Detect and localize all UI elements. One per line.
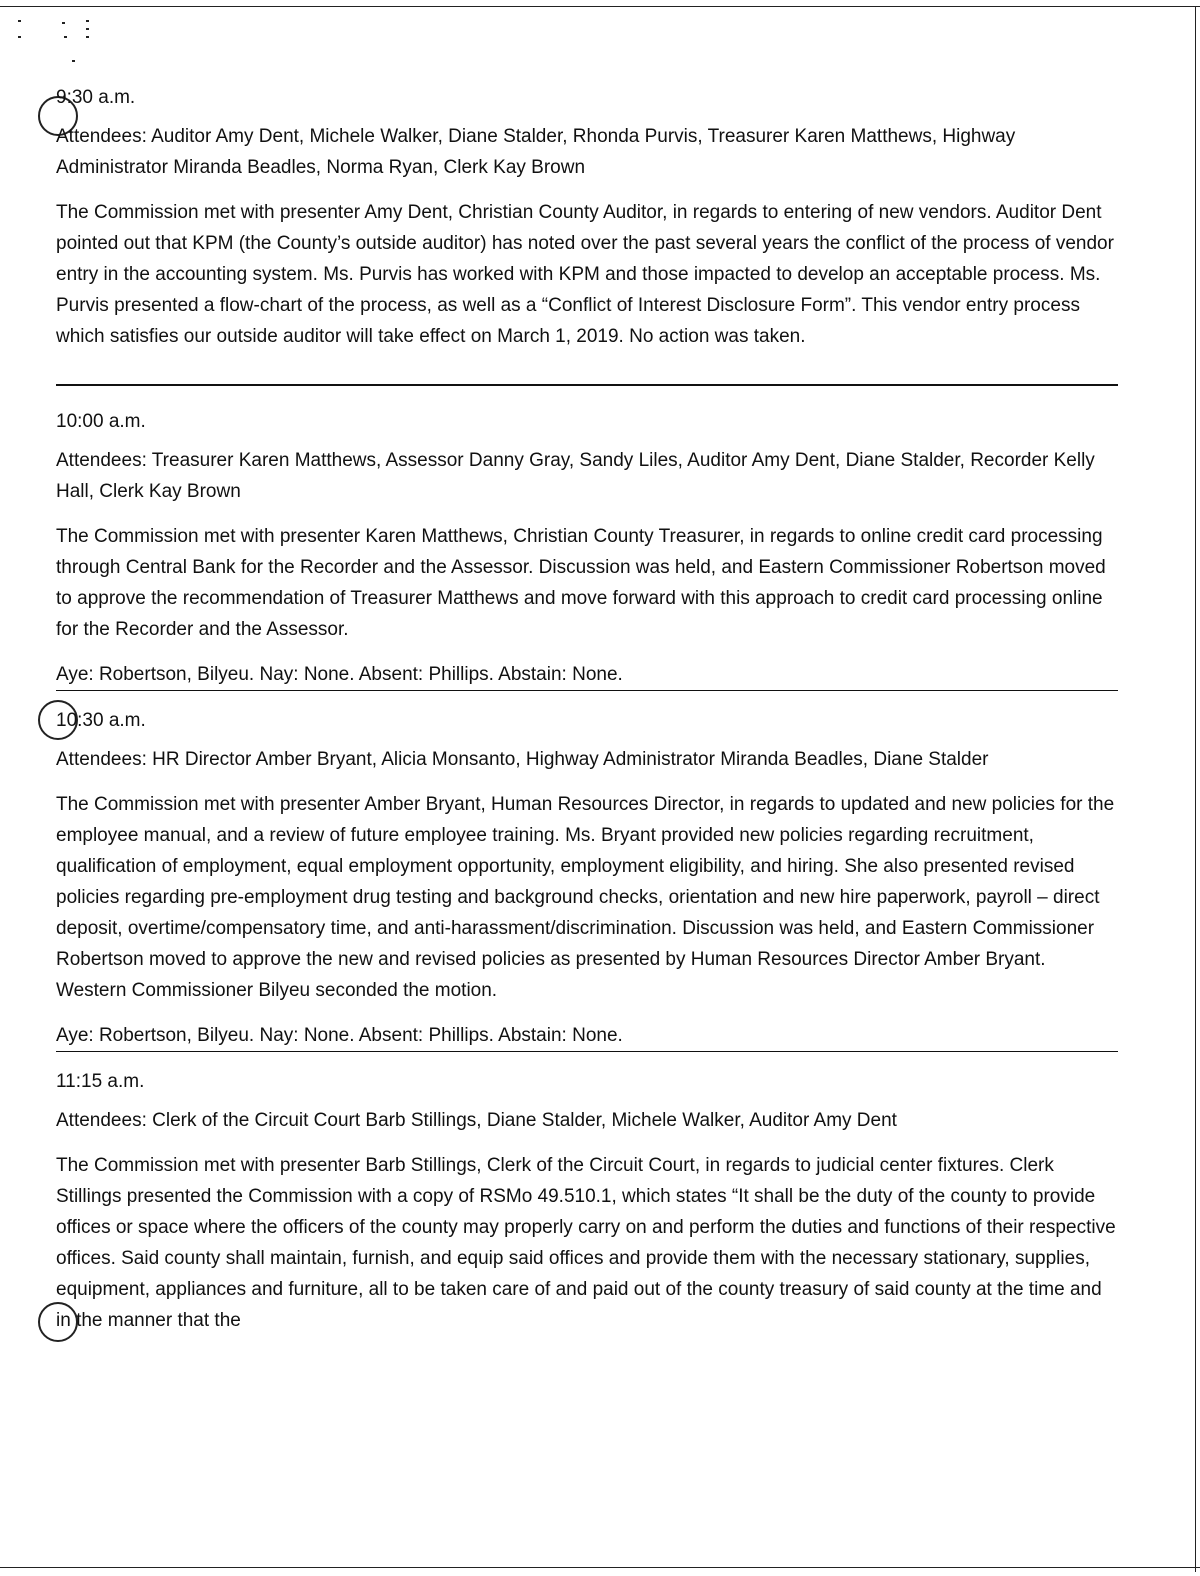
session-summary: The Commission met with presenter Karen Matthews, Christian County Treasurer, in regards to online credit card processing through Central Bank for the Recorder and the Assessor. Discussion was held, and Eastern Commissioner Robertson moved to approve the recommendation of Treasurer Matthews and move forward with this approach to credit card processing online for the Recorder and the Assessor.	[56, 526, 1106, 640]
scan-speck	[18, 20, 21, 22]
scan-speck	[86, 28, 89, 30]
scan-speck	[86, 20, 89, 22]
section-divider	[56, 690, 1118, 691]
meeting-section-1000	[56, 406, 1118, 690]
scan-speck	[64, 36, 67, 38]
page-bottom-edge	[0, 1567, 1200, 1568]
meeting-section-1115	[56, 1066, 1118, 1336]
scan-speck	[72, 60, 75, 62]
attendees-list: Attendees: Treasurer Karen Matthews, Assessor Danny Gray, Sandy Liles, Auditor Amy Dent, Diane Stalder, Recorder Kelly Hall, Clerk Kay Brown	[56, 450, 1095, 502]
section-divider	[56, 1051, 1118, 1052]
vote-record: Aye: Robertson, Bilyeu. Nay: None. Absent: Phillips. Abstain: None.	[56, 664, 623, 685]
session-time: 9:30 a.m.	[56, 87, 136, 108]
page-right-edge	[1195, 6, 1196, 1572]
session-summary: The Commission met with presenter Amber Bryant, Human Resources Director, in regards to updated and new policies for the employee manual, and a review of future employee training. Ms. Bryant provided new policies regarding recruitment, qualification of employment, equal employment opportunity, employment eligibility, and hiring. She also presented revised policies regarding pre-employment drug testing and background checks, orientation and new hire paperwork, payroll – direct deposit, overtime/compensatory time, and anti-harassment/discrimination. Discussion was held, and Eastern Commissioner Robertson moved to approve the new and revised policies as presented by Human Resources Director Amber Bryant. Western Commissioner Bilyeu seconded the motion.	[56, 794, 1115, 1001]
session-summary: The Commission met with presenter Amy Dent, Christian County Auditor, in regards to entering of new vendors. Auditor Dent pointed out that KPM (the County’s outside auditor) has noted over the past several years the conflict of the process of vendor entry in the accounting system. Ms. Purvis has worked with KPM and those impacted to develop an acceptable process. Ms. Purvis presented a flow-chart of the process, as well as a “Conflict of Interest Disclosure Form”. This vendor entry process which satisfies our outside auditor will take effect on March 1, 2019. No action was taken.	[56, 202, 1114, 347]
attendees-list: Attendees: HR Director Amber Bryant, Alicia Monsanto, Highway Administrator Miranda Beadles, Diane Stalder	[56, 749, 989, 770]
scan-speck	[86, 36, 89, 38]
minutes-content	[56, 82, 1118, 1336]
session-time: 11:15 a.m.	[56, 1071, 145, 1092]
section-divider	[56, 384, 1118, 386]
scan-speck	[18, 36, 21, 38]
page-top-edge	[0, 6, 1200, 7]
session-time: 10:00 a.m.	[56, 411, 146, 432]
session-summary: The Commission met with presenter Barb Stillings, Clerk of the Circuit Court, in regards to judicial center fixtures. Clerk Stillings presented the Commission with a copy of RSMo 49.510.1, which states “It shall be the duty of the county to provide offices or space where the officers of the county may properly carry on and perform the duties and functions of their respective offices. Said county shall maintain, furnish, and equip said offices and provide them with the necessary stationary, supplies, equipment, appliances and furniture, all to be taken care of and paid out of the county treasury of said county at the time and in the manner that the	[56, 1155, 1116, 1331]
attendees-list: Attendees: Auditor Amy Dent, Michele Walker, Diane Stalder, Rhonda Purvis, Treasurer Karen Matthews, Highway Administrator Miranda Beadles, Norma Ryan, Clerk Kay Brown	[56, 126, 1016, 178]
session-time: 10:30 a.m.	[56, 710, 146, 731]
attendees-list: Attendees: Clerk of the Circuit Court Barb Stillings, Diane Stalder, Michele Walker, Auditor Amy Dent	[56, 1110, 897, 1131]
meeting-section-0930	[56, 82, 1118, 352]
scan-speck	[62, 22, 65, 24]
vote-record: Aye: Robertson, Bilyeu. Nay: None. Absent: Phillips. Abstain: None.	[56, 1025, 623, 1046]
meeting-section-1030	[56, 705, 1118, 1051]
